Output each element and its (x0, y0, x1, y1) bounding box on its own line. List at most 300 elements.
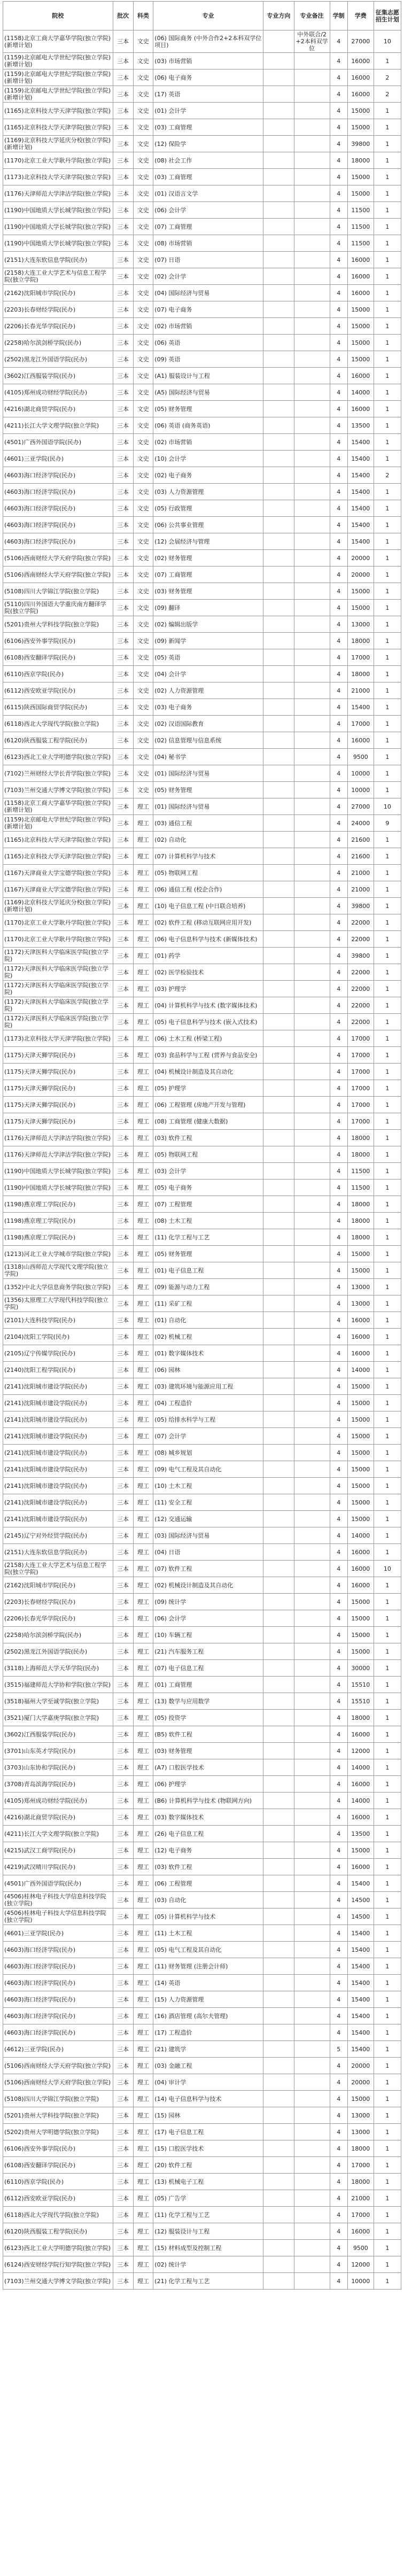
cell-subject-type: 理工 (133, 1842, 153, 1859)
cell-major-direction (263, 914, 294, 931)
cell-tuition: 16000 (347, 368, 374, 384)
cell-subject-type: 理工 (133, 1345, 153, 1362)
cell-subject-type: 理工 (133, 1693, 153, 1710)
cell-major: (03) 国际经济与贸易 (153, 1527, 263, 1544)
cell-tuition: 10000 (347, 782, 374, 798)
cell-subject-type: 文史 (133, 749, 153, 765)
cell-plan: 1 (374, 252, 401, 268)
cell-plan: 1 (374, 2207, 401, 2223)
cell-major: (05) 电气工程及其自动化 (153, 1942, 263, 1958)
cell-tuition: 15000 (347, 169, 374, 185)
cell-major-note (294, 2041, 330, 2058)
cell-plan: 9 (374, 815, 401, 832)
cell-batch: 三本 (113, 30, 133, 53)
header-tuition: 学费 (347, 2, 374, 30)
cell-major-note (294, 2074, 330, 2091)
cell-duration: 4 (330, 2157, 347, 2174)
cell-major-note (294, 914, 330, 931)
cell-major: (03) 食品科学与工程 (营养与食品安全) (153, 1047, 263, 1064)
cell-tuition: 15000 (347, 1461, 374, 1478)
cell-major: (01) 数字媒体技术 (153, 1345, 263, 1362)
cell-plan: 1 (374, 550, 401, 567)
cell-tuition: 11500 (347, 1163, 374, 1180)
table-row (3, 815, 401, 832)
cell-tuition: 15000 (347, 1643, 374, 1660)
table-row (3, 997, 401, 1014)
cell-major-direction (263, 1743, 294, 1759)
cell-plan: 1 (374, 1262, 401, 1279)
cell-subject-type: 文史 (133, 185, 153, 202)
cell-major-direction (263, 1511, 294, 1527)
cell-tuition: 17000 (347, 649, 374, 666)
cell-duration: 4 (330, 1064, 347, 1080)
cell-plan: 1 (374, 616, 401, 633)
cell-major: (01) 工商管理 (153, 1677, 263, 1693)
cell-major-direction (263, 716, 294, 732)
cell-tuition: 20000 (347, 2058, 374, 2074)
cell-subject-type: 文史 (133, 600, 153, 616)
cell-major-direction (263, 682, 294, 699)
cell-major-direction (263, 152, 294, 169)
cell-major-direction (263, 1445, 294, 1461)
cell-major-note (294, 1693, 330, 1710)
cell-tuition: 15000 (347, 335, 374, 351)
cell-school: (1198)燕京理工学院(民办) (3, 1229, 113, 1246)
table-row (3, 285, 401, 301)
cell-duration: 4 (330, 815, 347, 832)
cell-major-direction (263, 666, 294, 682)
cell-school: (2203)长春财经学院(民办) (3, 301, 113, 318)
cell-batch: 三本 (113, 1229, 133, 1246)
cell-subject-type: 理工 (133, 1859, 153, 1875)
cell-plan: 1 (374, 1180, 401, 1196)
cell-major: (02) 机械工程 (153, 1329, 263, 1345)
table-row (3, 1279, 401, 1295)
cell-major-note (294, 2124, 330, 2140)
cell-major-direction (263, 997, 294, 1014)
cell-plan: 1 (374, 898, 401, 914)
cell-subject-type: 理工 (133, 2091, 153, 2107)
cell-major-note (294, 484, 330, 500)
cell-tuition: 15000 (347, 583, 374, 600)
cell-plan: 1 (374, 1213, 401, 1229)
cell-major-direction (263, 1660, 294, 1677)
table-row (3, 1196, 401, 1213)
cell-school: (3515)福建师范大学协和学院(独立学院) (3, 1677, 113, 1693)
cell-major-direction (263, 1130, 294, 1146)
cell-tuition: 16000 (347, 1577, 374, 1594)
cell-subject-type: 文史 (133, 119, 153, 136)
cell-batch: 三本 (113, 600, 133, 616)
cell-tuition: 20000 (347, 550, 374, 567)
cell-major-note (294, 798, 330, 815)
cell-tuition: 22000 (347, 931, 374, 948)
cell-major-note (294, 103, 330, 119)
cell-subject-type: 文史 (133, 301, 153, 318)
cell-school: (3118)上海师范大学天华学院(民办) (3, 1660, 113, 1677)
cell-major-note (294, 1395, 330, 1411)
cell-subject-type: 理工 (133, 1428, 153, 1445)
cell-subject-type: 理工 (133, 1163, 153, 1180)
cell-major-note (294, 2223, 330, 2240)
cell-major-note (294, 1312, 330, 1329)
cell-major: (11) 化学工程与工艺 (153, 1229, 263, 1246)
cell-major-direction (263, 2223, 294, 2240)
cell-major: (02) 市场营销 (153, 318, 263, 335)
cell-major-direction (263, 301, 294, 318)
cell-batch: 三本 (113, 798, 133, 815)
cell-major-note (294, 583, 330, 600)
table-row (3, 1561, 401, 1577)
cell-major-direction (263, 2107, 294, 2124)
cell-plan: 1 (374, 981, 401, 997)
cell-plan: 1 (374, 1759, 401, 1776)
cell-duration: 4 (330, 2174, 347, 2190)
cell-major-direction (263, 1859, 294, 1875)
cell-school: (1198)燕京理工学院(民办) (3, 1196, 113, 1213)
cell-batch: 三本 (113, 782, 133, 798)
cell-school: (4603)海口经济学院(民办) (3, 517, 113, 533)
cell-subject-type: 理工 (133, 2124, 153, 2140)
cell-batch: 三本 (113, 1925, 133, 1942)
cell-subject-type: 理工 (133, 1527, 153, 1544)
cell-major: (03) 财务管理 (153, 583, 263, 600)
cell-duration: 4 (330, 1097, 347, 1113)
cell-school: (4105)郑州成功财经学院(民办) (3, 1793, 113, 1809)
cell-major: (05) 行政管理 (153, 500, 263, 517)
cell-batch: 三本 (113, 484, 133, 500)
cell-batch: 三本 (113, 136, 133, 152)
cell-subject-type: 文史 (133, 368, 153, 384)
cell-major: (12) 电子商务 (153, 1842, 263, 1859)
cell-subject-type: 文史 (133, 86, 153, 103)
table-row (3, 716, 401, 732)
cell-batch: 三本 (113, 2024, 133, 2041)
cell-batch: 三本 (113, 401, 133, 417)
cell-school: (4211)长江大学文理学院(独立学院) (3, 417, 113, 434)
cell-major: (07) 工程管理 (153, 1196, 263, 1213)
cell-batch: 三本 (113, 2107, 133, 2124)
cell-major-direction (263, 1180, 294, 1196)
cell-batch: 三本 (113, 1146, 133, 1163)
cell-subject-type: 文史 (133, 517, 153, 533)
cell-school: (1318)山西师范大学现代文理学院(独立学院) (3, 1262, 113, 1279)
cell-major-note (294, 1776, 330, 1793)
cell-major: (03) 金融工程 (153, 2058, 263, 2074)
cell-tuition: 17000 (347, 1047, 374, 1064)
cell-batch: 三本 (113, 1726, 133, 1743)
cell-plan: 1 (374, 1826, 401, 1842)
cell-school: (1172)天津医科大学临床医学院(独立学院) (3, 964, 113, 981)
cell-batch: 三本 (113, 500, 133, 517)
cell-major-note (294, 2058, 330, 2074)
cell-major-direction (263, 1726, 294, 1743)
cell-school: (7102)兰州财经大学长青学院(独立学院) (3, 765, 113, 782)
cell-major-note (294, 1279, 330, 1295)
table-row (3, 484, 401, 500)
cell-plan: 1 (374, 451, 401, 467)
cell-major-direction (263, 1329, 294, 1345)
cell-tuition: 13500 (347, 1826, 374, 1842)
cell-major-direction (263, 1146, 294, 1163)
cell-duration: 4 (330, 2091, 347, 2107)
cell-major: (08) 市场营销 (153, 235, 263, 252)
cell-school: (1159)北京邮电大学世纪学院(独立学院)(新增计划) (3, 69, 113, 86)
table-row (3, 2074, 401, 2091)
table-row (3, 1478, 401, 1494)
cell-plan: 1 (374, 1527, 401, 1544)
table-row (3, 1908, 401, 1925)
cell-major-direction (263, 1312, 294, 1329)
cell-batch: 三本 (113, 616, 133, 633)
cell-major-direction (263, 1527, 294, 1544)
cell-major-direction (263, 2190, 294, 2207)
cell-duration: 4 (330, 1312, 347, 1329)
cell-batch: 三本 (113, 1561, 133, 1577)
cell-duration: 4 (330, 1793, 347, 1809)
cell-tuition: 15000 (347, 1378, 374, 1395)
cell-major-note (294, 2008, 330, 2024)
cell-duration: 4 (330, 1146, 347, 1163)
cell-batch: 三本 (113, 384, 133, 401)
cell-major-note (294, 1859, 330, 1875)
table-row (3, 1859, 401, 1875)
cell-major: (10) 车辆工程 (153, 1627, 263, 1643)
cell-tuition: 39800 (347, 136, 374, 152)
cell-tuition: 16000 (347, 1561, 374, 1577)
cell-duration: 4 (330, 301, 347, 318)
cell-duration: 4 (330, 981, 347, 997)
cell-major-direction (263, 434, 294, 451)
cell-major-note (294, 1461, 330, 1478)
cell-major-note (294, 1627, 330, 1643)
table-row (3, 1295, 401, 1312)
header-duration: 学制 (330, 2, 347, 30)
cell-duration: 4 (330, 1113, 347, 1130)
cell-major-direction (263, 2174, 294, 2190)
cell-subject-type: 文史 (133, 318, 153, 335)
table-row (3, 1776, 401, 1793)
cell-plan: 1 (374, 699, 401, 716)
cell-school: (4603)海口经济学院(民办) (3, 1991, 113, 2008)
table-row (3, 1494, 401, 1511)
cell-plan: 1 (374, 1859, 401, 1875)
cell-plan: 1 (374, 368, 401, 384)
cell-major: (07) 电子商务 (153, 301, 263, 318)
cell-major: (03) 电子商务 (153, 699, 263, 716)
cell-batch: 三本 (113, 1064, 133, 1080)
cell-major: (04) 会计学 (153, 666, 263, 682)
cell-plan: 1 (374, 2157, 401, 2174)
cell-duration: 4 (330, 1345, 347, 1362)
cell-batch: 三本 (113, 517, 133, 533)
cell-tuition: 17000 (347, 1113, 374, 1130)
cell-school: (3708)青岛滨海学院(民办) (3, 1776, 113, 1793)
cell-school: (1213)河北工业大学城市学院(独立学院) (3, 1246, 113, 1262)
cell-major-direction (263, 616, 294, 633)
cell-duration: 4 (330, 1362, 347, 1378)
cell-duration: 4 (330, 2107, 347, 2124)
cell-major: (21) 汽车服务工程 (153, 1643, 263, 1660)
cell-tuition: 15000 (347, 301, 374, 318)
cell-batch: 三本 (113, 583, 133, 600)
cell-major: (06) 电子信息科学与技术 (新媒体技术) (153, 931, 263, 948)
cell-major-direction (263, 948, 294, 964)
cell-major-direction (263, 335, 294, 351)
cell-subject-type: 理工 (133, 1759, 153, 1776)
cell-major: (07) 工商管理 (153, 219, 263, 235)
cell-school: (4603)海口经济学院(民办) (3, 467, 113, 484)
cell-major-direction (263, 567, 294, 583)
cell-duration: 4 (330, 1958, 347, 1975)
cell-duration: 4 (330, 2124, 347, 2140)
cell-major-note (294, 1544, 330, 1561)
cell-duration: 4 (330, 1859, 347, 1875)
cell-major-note (294, 616, 330, 633)
cell-major: (01) 汉语言文学 (153, 185, 263, 202)
cell-plan: 1 (374, 716, 401, 732)
table-row (3, 69, 401, 86)
cell-batch: 三本 (113, 2223, 133, 2240)
cell-tuition: 14500 (347, 1892, 374, 1908)
cell-duration: 4 (330, 1329, 347, 1345)
cell-major-note (294, 351, 330, 368)
cell-major-direction (263, 169, 294, 185)
cell-duration: 4 (330, 716, 347, 732)
cell-school: (5106)西南财经大学天府学院(独立学院) (3, 2058, 113, 2074)
table-row (3, 2058, 401, 2074)
cell-duration: 4 (330, 285, 347, 301)
cell-plan: 10 (374, 30, 401, 53)
cell-major-note (294, 1362, 330, 1378)
cell-major-direction (263, 931, 294, 948)
cell-school: (2141)沈阳城市建设学院(民办) (3, 1461, 113, 1478)
cell-tuition: 17000 (347, 716, 374, 732)
table-row (3, 1047, 401, 1064)
cell-duration: 4 (330, 600, 347, 616)
cell-major-direction (263, 1395, 294, 1411)
cell-major-direction (263, 2074, 294, 2091)
cell-major: (01) 国际经济与贸易 (153, 765, 263, 782)
cell-subject-type: 理工 (133, 1279, 153, 1295)
cell-major-direction (263, 1494, 294, 1511)
table-row (3, 2157, 401, 2174)
recruitment-table (3, 1, 401, 2290)
cell-duration: 4 (330, 1610, 347, 1627)
cell-tuition: 16000 (347, 1776, 374, 1793)
cell-subject-type: 理工 (133, 1047, 153, 1064)
cell-major-note (294, 1196, 330, 1213)
cell-major: (12) 服装设计与工程 (153, 2223, 263, 2240)
cell-major: (03) 工商管理 (153, 169, 263, 185)
cell-school: (1158)北京工商大学嘉华学院(独立学院)(新增计划) (3, 30, 113, 53)
cell-duration: 4 (330, 252, 347, 268)
cell-subject-type: 文史 (133, 682, 153, 699)
cell-major-direction (263, 53, 294, 69)
cell-school: (4601)三亚学院(民办) (3, 451, 113, 467)
cell-major: (05) 计算机科学与技术 (153, 1908, 263, 1925)
cell-major: (09) 英语 (153, 351, 263, 368)
cell-major-note (294, 252, 330, 268)
cell-tuition: 16000 (347, 252, 374, 268)
cell-subject-type: 文史 (133, 732, 153, 749)
cell-major-direction (263, 1925, 294, 1942)
cell-major-note (294, 865, 330, 881)
cell-major: (11) 化学工程与工艺 (153, 2207, 263, 2223)
table-row (3, 1378, 401, 1395)
cell-school: (4506)桂林电子科技大学信息科技学院(独立学院) (3, 1908, 113, 1925)
cell-major-note (294, 1577, 330, 1594)
cell-tuition: 21600 (347, 848, 374, 865)
cell-major: (05) 广告学 (153, 2190, 263, 2207)
cell-plan: 1 (374, 1113, 401, 1130)
cell-major-note (294, 1180, 330, 1196)
cell-major-note (294, 467, 330, 484)
cell-major: (05) 财务管理 (153, 401, 263, 417)
cell-major-direction (263, 1064, 294, 1080)
cell-major: (16) 酒店管理 (高尔夫管理) (153, 2008, 263, 2024)
cell-school: (1167)天津商业大学宝德学院(独立学院) (3, 865, 113, 881)
cell-plan: 1 (374, 600, 401, 616)
cell-duration: 4 (330, 1561, 347, 1577)
cell-plan: 1 (374, 583, 401, 600)
cell-subject-type: 理工 (133, 881, 153, 898)
cell-school: (2141)沈阳城市建设学院(民办) (3, 1511, 113, 1527)
cell-batch: 三本 (113, 898, 133, 914)
cell-duration: 4 (330, 1229, 347, 1246)
cell-major-direction (263, 119, 294, 136)
cell-plan: 1 (374, 301, 401, 318)
cell-subject-type: 理工 (133, 964, 153, 981)
cell-tuition: 15510 (347, 1693, 374, 1710)
cell-tuition: 13000 (347, 616, 374, 633)
cell-school: (2151)大连东软信息学院(民办) (3, 252, 113, 268)
table-row (3, 500, 401, 517)
cell-duration: 4 (330, 53, 347, 69)
cell-major: (12) 会展经济与管理 (153, 533, 263, 550)
cell-duration: 4 (330, 798, 347, 815)
cell-tuition: 27000 (347, 798, 374, 815)
cell-duration: 4 (330, 782, 347, 798)
cell-plan: 1 (374, 1014, 401, 1030)
header-major: 专业 (153, 2, 263, 30)
cell-duration: 4 (330, 1378, 347, 1395)
cell-major-note (294, 633, 330, 649)
cell-batch: 三本 (113, 1958, 133, 1975)
cell-batch: 三本 (113, 749, 133, 765)
cell-subject-type: 文史 (133, 583, 153, 600)
cell-duration: 4 (330, 1411, 347, 1428)
cell-batch: 三本 (113, 2140, 133, 2157)
cell-plan: 1 (374, 1312, 401, 1329)
cell-duration: 4 (330, 185, 347, 202)
cell-plan: 1 (374, 136, 401, 152)
header-major-direction: 专业方向 (263, 2, 294, 30)
cell-major: (03) 会计学 (153, 1163, 263, 1180)
cell-major-note (294, 1809, 330, 1826)
cell-subject-type: 理工 (133, 2107, 153, 2124)
cell-plan: 1 (374, 2008, 401, 2024)
cell-major: (02) 编辑出版学 (153, 616, 263, 633)
cell-major: (04) 计算机科学与技术 (数字媒体技术) (153, 997, 263, 1014)
table-row (3, 666, 401, 682)
cell-major: (01) 电子信息工程 (153, 1262, 263, 1279)
cell-major: (04) 机械设计制造及其自动化 (153, 1064, 263, 1080)
cell-major: (06) 园林 (153, 1362, 263, 1378)
cell-school: (1165)北京科技大学天津学院(独立学院) (3, 832, 113, 848)
cell-plan: 1 (374, 384, 401, 401)
cell-batch: 三本 (113, 1875, 133, 1892)
